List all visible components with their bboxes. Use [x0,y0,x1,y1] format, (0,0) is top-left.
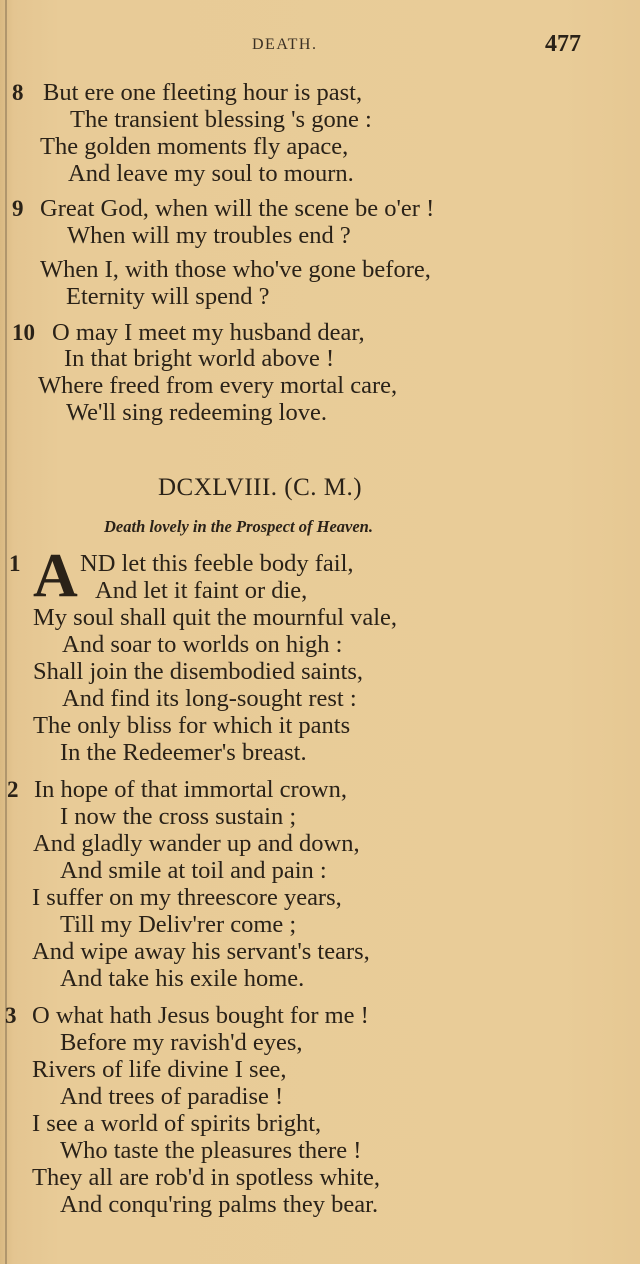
verse-line: And gladly wander up and down, [33,830,360,857]
stanza-number: 1 [9,551,21,576]
verse-line: I now the cross sustain ; [60,803,297,830]
verse-line: And conqu'ring palms they bear. [60,1191,379,1218]
verse-line: The transient blessing 's gone : [70,106,372,133]
stanza-number: 3 [5,1003,17,1028]
verse-line: Who taste the pleasures there ! [60,1137,362,1164]
verse-line: I see a world of spirits bright, [32,1110,322,1137]
running-title: DEATH. [252,36,318,53]
verse-line: The only bliss for which it pants [33,712,351,739]
stanza-number: 8 [12,80,24,105]
verse-line: They all are rob'd in spotless white, [32,1164,381,1191]
page-gutter-line [5,0,7,1264]
verse-line: And trees of paradise ! [60,1083,284,1110]
verse-line: And smile at toil and pain : [60,857,327,884]
verse-line: Till my Deliv'rer come ; [60,911,297,938]
verse-line: Great God, when will the scene be o'er ! [40,195,435,222]
verse-line: I suffer on my threescore years, [32,884,342,911]
verse-line: My soul shall quit the mournful vale, [33,604,398,631]
verse-line: The golden moments fly apace, [40,133,349,160]
verse-line: Where freed from every mortal care, [38,372,398,399]
verse-line: O what hath Jesus bought for me ! [32,1002,369,1029]
verse-line: We'll sing redeeming love. [66,399,327,426]
verse-line: And soar to worlds on high : [62,631,343,658]
verse-line: When I, with those who've gone before, [40,256,431,283]
verse-line: Rivers of life divine I see, [32,1056,287,1083]
running-head [0,31,640,64]
verse-line: And find its long-sought rest : [62,685,357,712]
stanza-number: 10 [12,320,35,345]
verse-line: Shall join the disembodied saints, [33,658,364,685]
verse-line: Eternity will spend ? [66,283,270,310]
page-number: 477 [545,31,581,57]
verse-line: In that bright world above ! [64,345,335,372]
verse-line: And take his exile home. [60,965,305,992]
verse-line: Before my ravish'd eyes, [60,1029,303,1056]
verse-line: And wipe away his servant's tears, [32,938,370,965]
verse-line: In hope of that immortal crown, [34,776,347,803]
verse-line: ND let this feeble body fail, [80,550,354,577]
verse-line: But ere one fleeting hour is past, [43,79,363,106]
stanza-number: 2 [7,777,19,802]
verse-line: O may I meet my husband dear, [52,319,365,346]
verse-line: In the Redeemer's breast. [60,739,307,766]
verse-line: When will my troubles end ? [67,222,351,249]
hymn-subtitle: Death lovely in the Prospect of Heaven. [104,517,373,536]
hymn-title: DCXLVIII. (C. M.) [158,474,363,501]
verse-line: And let it faint or die, [95,577,308,604]
stanza-number: 9 [12,196,24,221]
verse-line: And leave my soul to mourn. [68,160,354,187]
drop-cap: A [33,542,78,610]
